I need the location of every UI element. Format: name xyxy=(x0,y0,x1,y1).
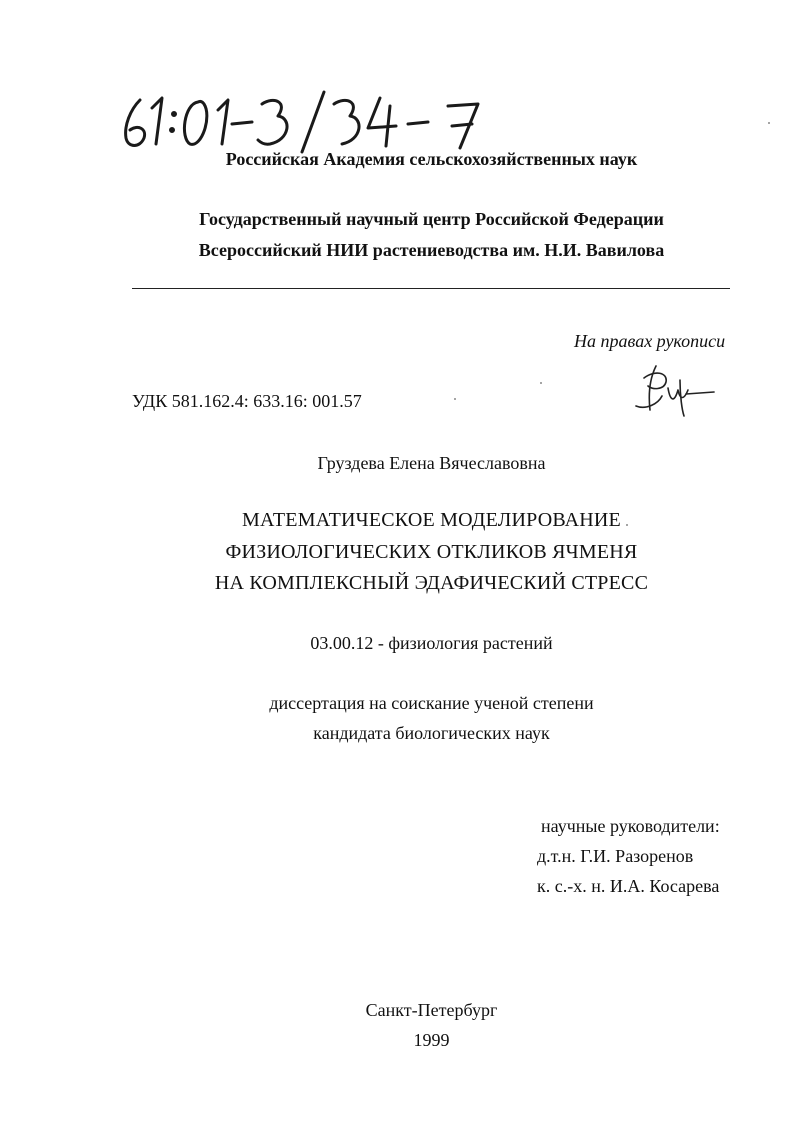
title-line-1: МАТЕМАТИЧЕСКОЕ МОДЕЛИРОВАНИЕ xyxy=(242,509,621,531)
specialty: 03.00.12 - физиология растений xyxy=(310,633,553,653)
manuscript-note: На правах рукописи xyxy=(574,331,726,351)
signature xyxy=(628,360,718,420)
udc-code: УДК 581.162.4: 633.16: 001.57 xyxy=(132,391,362,411)
author-name: Груздева Елена Вячеславовна xyxy=(317,453,546,473)
title-line-3: НА КОМПЛЕКСНЫЙ ЭДАФИЧЕСКИЙ СТРЕСС xyxy=(214,572,649,594)
academy-name: Российская Академия сельскохозяйственных наук xyxy=(225,149,638,169)
scan-speck xyxy=(626,524,628,526)
scan-speck xyxy=(540,382,542,384)
supervisor-1: д.т.н. Г.И. Разоренов xyxy=(537,846,694,866)
handwritten-archive-number xyxy=(118,86,518,156)
supervisor-2: к. с.-х. н. И.А. Косарева xyxy=(537,876,720,896)
supervisors-heading: научные руководители: xyxy=(541,816,720,836)
center-name: Государственный научный центр Российской Федерации xyxy=(199,209,664,229)
institute-name: Всероссийский НИИ растениеводства им. Н.И. Вавилова xyxy=(198,240,665,260)
year: 1999 xyxy=(413,1030,450,1050)
header-divider xyxy=(132,288,730,289)
title-line-2: ФИЗИОЛОГИЧЕСКИХ ОТКЛИКОВ ЯЧМЕНЯ xyxy=(225,541,638,563)
degree-line-2: кандидата биологических наук xyxy=(313,723,550,743)
degree-line-1: диссертация на соискание ученой степени xyxy=(269,693,594,713)
scan-speck xyxy=(454,398,456,400)
scan-speck xyxy=(768,122,770,124)
city: Санкт-Петербург xyxy=(365,1000,498,1020)
